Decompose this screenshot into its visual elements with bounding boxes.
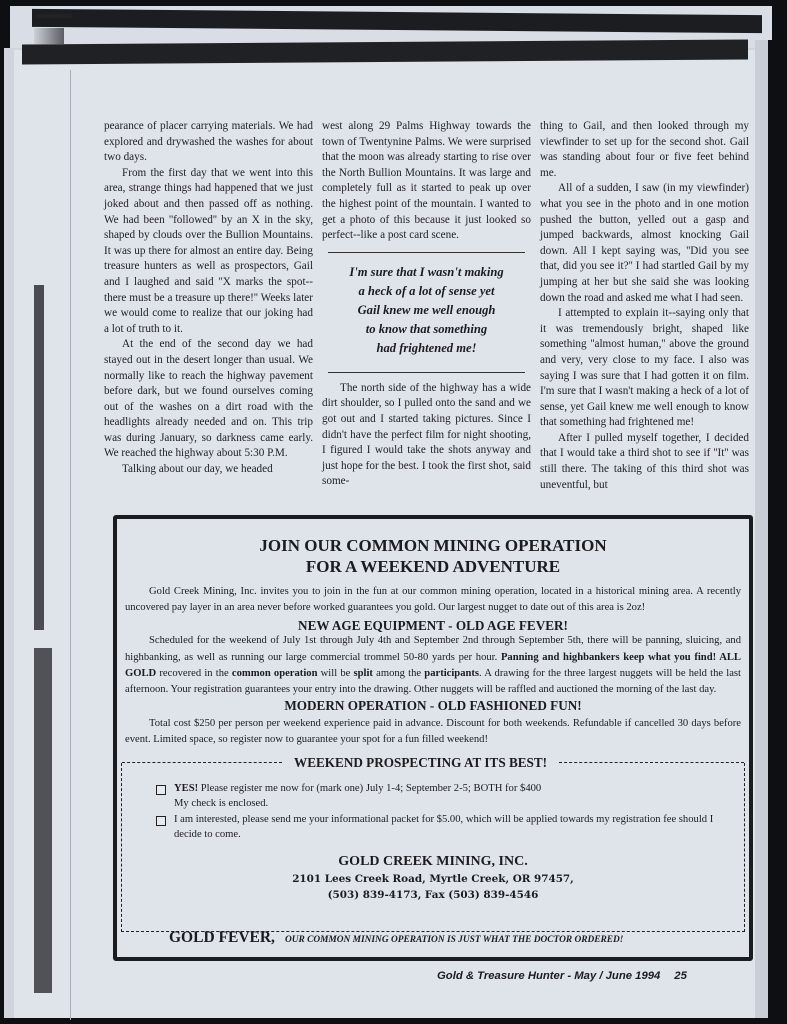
publication-name: Gold & Treasure Hunter - May / June 1994	[437, 970, 661, 982]
ad-cost-paragraph: Total cost $250 per person per weekend experience paid in advance. Discount for both weekends. Refundable if cancelled 30 days before event. Limited space, so register now to guarantee your spot for a fun filled weekend!	[125, 718, 741, 746]
coupon-heading-row	[122, 755, 744, 771]
company-address: 2101 Lees Creek Road, Myrtle Creek, OR 97457,	[292, 872, 574, 885]
both-checkbox[interactable]	[156, 785, 166, 795]
pull-quote-line: to know that something	[365, 321, 488, 336]
yes-label: YES!	[174, 782, 199, 794]
article-paragraph: At the end of the second day we had stayed out in the desert longer than usual. We normally like to reach the highway pavement before dark, but we found ourselves coming out of the washes on a dirt road with the headlights already needed and on. This trip was during January, so darkness came early. We reached the highway about 5:30 P.M.	[104, 338, 313, 460]
check-enclosed-text: My check is enclosed.	[174, 798, 269, 810]
pull-quote-line: a heck of a lot of sense yet	[358, 283, 495, 298]
page-number: 25	[674, 970, 687, 982]
bold-text: participants	[424, 667, 480, 679]
pull-quote	[328, 252, 525, 373]
text: recovered in the	[156, 667, 232, 679]
article-paragraph: Talking about our day, we headed	[122, 463, 273, 476]
ad-body	[117, 584, 749, 749]
ad-intro: Gold Creek Mining, Inc. invites you to join in the fun at our common mining operation, located in a historical mining area. A recently uncovered pay layer in an area never before worked guarantees you gold. Our largest nugget to date out of this area is 2oz!	[125, 586, 741, 614]
pull-quote-line: I'm sure that I wasn't making	[349, 264, 504, 279]
article-paragraph: thing to Gail, and then looked through my viewfinder to set up for the second shot. Gail was standing about four or five feet behind me.	[540, 120, 749, 179]
coupon-heading: WEEKEND PROSPECTING AT ITS BEST!	[282, 755, 559, 771]
pull-quote-line: Gail knew me well enough	[357, 302, 496, 317]
yes-text: Please register me now for (mark one)	[198, 782, 366, 794]
gold-fever-label: GOLD FEVER,	[169, 929, 275, 946]
registration-coupon	[121, 754, 745, 932]
advertisement-box	[113, 515, 753, 961]
article-paragraph: west along 29 Palms Highway towards the town of Twentynine Palms. We were surprised that the moon was already starting to rise over the North Bullion Mountains. It was large and completely full as it started to peak up over the highest point of the mountain. I wanted to get a photo of this because it just looked so perfect--like a post card scene.	[322, 120, 531, 242]
article-paragraph: I attempted to explain it--saying only that it was tremendously bright, shaped like something ''almost human,'' above the ground and very, very close to my face. I also was saying I was sure that I had gotten it on film. I'm sure that I wasn't making a heck of a lot of sense, yet Gail knew me well enough to know that something had frightened me!	[540, 307, 749, 429]
text: among the	[372, 667, 425, 679]
article-paragraph: From the first day that we went into this area, strange things had happened that we just joked about and then passed off as nothing. We had been ''followed'' by an X in the sky, shaped by clouds over the Bullion Mountains. It was up there for almost an entire day. Being treasure hunters as well as prospectors, Gail and I laughed and said ''X marks the spot--there must be a treasure up there!'' Weeks later we would come to realize that our joking had a lot of truth to it.	[104, 166, 313, 335]
binding-strip-lower	[34, 648, 52, 993]
ad-subheading: MODERN OPERATION - OLD FASHIONED FUN!	[284, 698, 582, 714]
info-packet-checkbox[interactable]	[156, 816, 166, 826]
info-packet-option	[156, 812, 734, 843]
article-paragraph: pearance of placer carrying materials. We had explored and drywashed the washes for about two days.	[104, 120, 313, 164]
article-column-2	[322, 119, 531, 490]
ad-tagline: OUR COMMON MINING OPERATION IS JUST WHAT THE DOCTOR ORDERED!	[284, 935, 624, 945]
info-packet-text: I am interested, please send me your informational packet for $5.00, which will be applied towards my registration fee should I decide to come.	[174, 813, 714, 841]
scan-tab	[34, 28, 64, 44]
scan-mark	[36, 14, 72, 18]
coupon-body	[122, 763, 744, 843]
text: . A drawing for the three largest nuggets will be held the last afternoon. Your registration guarantees your entry into the drawing. Other nuggets will be raffled and auctioned the morning of the last day.	[125, 667, 741, 696]
ad-schedule-paragraph	[125, 633, 741, 698]
text: Scheduled for the weekend of July 1st through July 4th and September 2nd through September 5th, there will be panning, sluicing, and highbanking, as well as running our large commercial trommel 50-80 yards per hour.	[125, 635, 741, 663]
ad-subheading: NEW AGE EQUIPMENT - OLD AGE FEVER!	[298, 618, 568, 634]
article-paragraph: After I pulled myself together, I decided that I would take a third shot to see if ''It'' was still there. The taking of this third shot was uneventful, but	[540, 431, 749, 491]
bold-text: Panning and highbankers keep what you find! ALL GOLD	[125, 651, 741, 679]
register-option	[156, 781, 744, 812]
ad-title-line: JOIN OUR COMMON MINING OPERATION	[259, 536, 607, 555]
bold-text: common operation	[231, 667, 318, 679]
binding-strip-upper	[34, 285, 44, 630]
september-option-label: September 2-5;	[405, 782, 474, 794]
gutter-line	[70, 70, 71, 1020]
pull-quote-line: had frightened me!	[376, 340, 477, 355]
page-footer	[437, 970, 687, 982]
dark-background-right	[768, 40, 787, 1024]
both-option-label: BOTH for $400	[473, 782, 542, 794]
text: will be	[317, 667, 354, 679]
article-paragraph: All of a sudden, I saw (in my viewfinder) what you see in the photo and in one motion pushed the button, yelled out a gasp and jumped backwards, almost knocking Gail down. All I kept saying was, ''Did you see that, did you see it?'' I had startled Gail by my jumping at her but she said she was looking down the road and asked me what I had seen.	[540, 182, 749, 304]
company-name: GOLD CREEK MINING, INC.	[338, 853, 528, 869]
ad-title	[117, 535, 749, 577]
article-paragraph: The north side of the highway has a wide dirt shoulder, so I pulled onto the sand and we got out and I started taking pictures. Since I didn't have the perfect film for night shooting, I figured I would take the shots anyway and just hope for the best. I took the first shot, said some-	[322, 381, 531, 488]
ad-footer	[169, 929, 623, 947]
dashed-rule	[122, 762, 282, 763]
article-column-1	[104, 119, 313, 478]
bold-text: split	[353, 667, 373, 679]
company-phone: (503) 839-4173, Fax (503) 839-4546	[327, 888, 539, 901]
article-column-3	[540, 119, 749, 493]
july-option-label: July 1-4;	[365, 782, 406, 794]
dashed-rule	[559, 762, 744, 763]
ad-title-line: FOR A WEEKEND ADVENTURE	[305, 557, 561, 576]
